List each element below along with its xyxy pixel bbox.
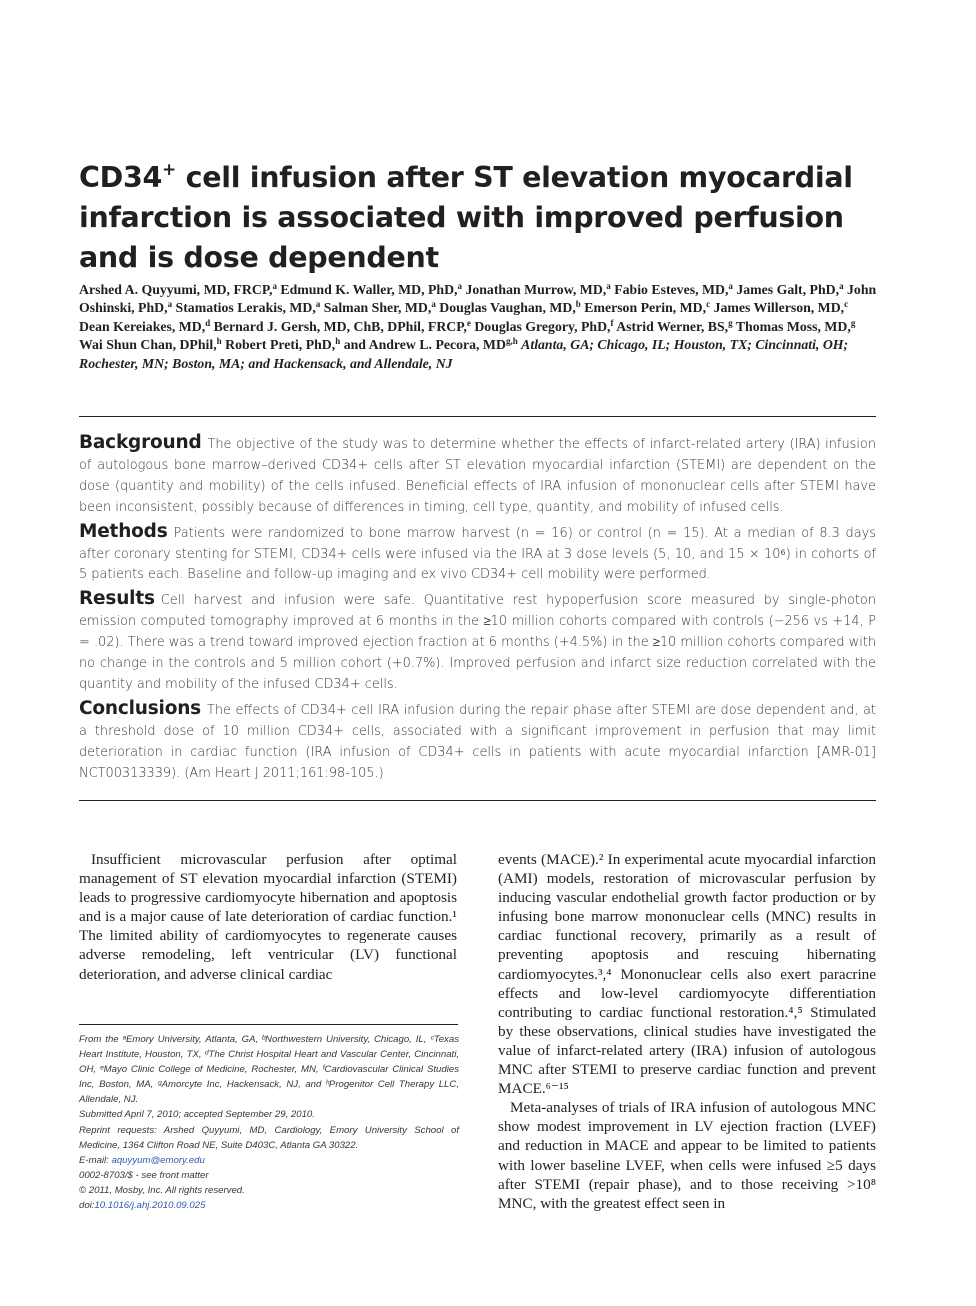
author-list (79, 281, 879, 373)
author-affiliation: a (606, 281, 611, 291)
author-affiliation: e (466, 317, 471, 328)
body-paragraph: events (MACE).² In experimental acute myocardial infarction (AMI) models, restoration of microvascular perfusion by inducing vascular endothelial growth factor production or by infusing bone marrow mononuclear cells (MNC) results in cardiac functional recovery, primarily as a result of preventing apoptosis and rescuing hibernating cardiomyocytes.³,⁴ Mononuclear cells also exert paracrine effects and low-level cardiomyocyte differentiation contributing to cardiac functional restoration.⁴,⁵ Stimulated by these observations, clinical studies have investigated the value of infarct-related artery (IRA) infusion of autologous MNC after STEMI to preserve cardiac function and prevent MACE.⁶⁻¹⁵ (498, 851, 876, 1098)
abstract-methods (79, 522, 876, 587)
body-right-column (498, 850, 876, 1213)
author-name: Douglas Gregory, PhD, (474, 318, 611, 334)
author-affiliation: a (457, 281, 462, 291)
author-name: and Andrew L. Pecora, MD (343, 337, 506, 353)
doi-label: doi: (79, 1200, 95, 1212)
footnote-email (79, 1153, 459, 1168)
author-affiliation: a (315, 299, 321, 310)
abstract-conclusions (79, 699, 876, 785)
author-affiliation: b (575, 299, 581, 310)
abstract (79, 433, 876, 788)
footnote-affiliations: From the ᵃEmory University, Atlanta, GA, ᵇNorthwestern University, Chicago, IL, ᶜTexas Heart Institute, Houston, TX, ᵈThe Christ Hospital Heart and Vascular Center, Cincinnati, OH, ᵉMayo Clinic College of Medicine, Rochester, MN, ᶠCardiovascular Clinical Studies Inc, Boston, MA, ᵍAmorcyte Inc, Hackensack, NJ, and ʰProgenitor Cell Therapy LLC, Allendale, NJ. (79, 1034, 459, 1106)
author-name: James Willerson, MD, (713, 300, 845, 316)
author-name: Edmund K. Waller, MD, PhD, (280, 282, 458, 297)
article-title (79, 158, 889, 278)
author-affiliation: h (335, 336, 341, 347)
doi-link[interactable]: 10.1016/j.ahj.2010.09.025 (94, 1200, 206, 1212)
body-left-column (79, 850, 457, 984)
author-affiliation: g (728, 317, 733, 328)
methods-text: Patients were randomized to bone marrow harvest (n = 16) or control (n = 15). At a median of 8.3 days after coronary stenting for STEMI, CD34+ cells were infused via the IRA at 3 dose levels (5, 10, and 15 × 10⁶) in cohorts of 5 patients each. Baseline and follow-up imaging and ex vivo CD34+ cell mobility were performed. (79, 525, 876, 583)
results-text: Cell harvest and infusion were safe. Quantitative rest hypoperfusion score measured by single-photon emission computed tomography improved at 6 months in the ≥10 million cohorts compared with controls (−256 vs +14, P = .02). There was a trend toward improved ejection fraction at 6 months (+4.5%) in the ≥10 million cohorts compared with no change in the controls and 5 million cohort (+0.7%). Improved perfusion and infarct size reduction correlated with the quantity and mobility of the infused CD34+ cells. (79, 593, 876, 692)
background-text: The objective of the study was to determine whether the effects of infarct-related artery (IRA) infusion of autologous bone marrow–derived CD34+ cells after ST elevation myocardial infarction (STEMI) are dependent on the dose (quantity and mobility) of the cells infused. Beneficial effects of IRA infusion of mononuclear cells after STEMI have been inconsistent, possibly because of differences in timing, cell type, quantity, and mobility of infused cells. (79, 437, 876, 515)
footnote-doi (79, 1198, 459, 1213)
author-affiliation: a (431, 299, 436, 310)
author-affiliation: h (216, 336, 222, 347)
title-superscript: + (162, 160, 176, 180)
abstract-background (79, 433, 876, 519)
author-name: Thomas Moss, MD, (735, 318, 851, 334)
title-part1: CD34 (79, 161, 163, 194)
footnotes (79, 1032, 459, 1213)
author-name: Bernard J. Gersh, MD, ChB, DPhil, FRCP, (213, 318, 467, 334)
body-paragraph: Insufficient microvascular perfusion after optimal management of ST elevation myocardial infarction (STEMI) leads to progressive cardiomyocyte hibernation and apoptosis and is a major cause of late deterioration of cardiac function.¹ The limited ability of cardiomyocytes to regenerate causes adverse remodeling, left ventricular (LV) functional deterioration, and adverse clinical cardiac (79, 851, 457, 983)
author-affiliation: a (272, 281, 277, 291)
author-affiliation: a (728, 281, 733, 291)
author-locations: Atlanta, GA; Chicago, IL; Houston, TX; Cincinnati, OH; Rochester, MN; Boston, MA; and Hackensack, and Allendale, NJ (79, 337, 849, 371)
author-affiliation: g (850, 317, 856, 328)
author-name: Arshed A. Quyyumi, MD, FRCP, (79, 282, 273, 297)
results-heading: Results (79, 588, 155, 610)
email-label: E-mail: (79, 1154, 112, 1166)
author-name: John Oshinski, PhD, (79, 282, 877, 316)
background-heading: Background (79, 432, 202, 453)
footnote-reprint: Reprint requests: Arshed Quyyumi, MD, Cardiology, Emory University School of Medicine, 1364 Clifton Road NE, Suite D403C, Atlanta GA 30322. (79, 1124, 459, 1151)
author-affiliation: c (706, 299, 711, 310)
email-link[interactable]: aquyyum@emory.edu (111, 1154, 205, 1166)
conclusions-text: The effects of CD34+ cell IRA infusion during the repair phase after STEMI are dose dependent and, at a threshold dose of 10 million CD34+ cells, associated with a significant improvement in perfusion that may limit deterioration in cardiac function (IRA infusion of CD34+ cells in patients with acute myocardial infarction [AMR-01] NCT00313339). (Am Heart J 2011;161:98-105.) (79, 702, 876, 781)
conclusions-heading: Conclusions (79, 697, 201, 719)
footnote-submitted: Submitted April 7, 2010; accepted September 29, 2010. (79, 1109, 315, 1121)
author-affiliation: c (844, 299, 849, 310)
author-name: Jonathan Murrow, MD, (465, 282, 607, 297)
author-name: Stamatios Lerakis, MD, (175, 300, 316, 316)
author-name: Astrid Werner, BS, (616, 318, 729, 334)
author-name: Wai Shun Chan, DPhil, (79, 337, 217, 353)
abstract-results (79, 589, 876, 696)
author-affiliation: d (205, 317, 211, 328)
abstract-top-rule (79, 416, 876, 417)
author-name: James Galt, PhD, (736, 282, 840, 297)
author-affiliation: f (610, 317, 614, 328)
body-paragraph: Meta-analyses of trials of IRA infusion of autologous MNC show modest improvement in LV ejection fraction (LVEF) and reduction in MACE and appear to be limited to patients with lower baseline LVEF, when cells were infused ≥5 days after STEMI (repair phase), and to those receiving >10⁸ MNC, with the greatest effect seen in (498, 1099, 876, 1212)
author-affiliation: a (839, 281, 844, 291)
author-name: Salman Sher, MD, (323, 300, 432, 316)
footnote-copyright: © 2011, Mosby, Inc. All rights reserved. (79, 1184, 245, 1196)
title-part2: cell infusion after ST elevation myocardial infarction is associated with improved perfusion and is dose dependent (79, 161, 853, 274)
author-affiliation: g,h (505, 336, 518, 347)
author-name: Emerson Perin, MD, (584, 300, 707, 316)
author-name: Robert Preti, PhD, (225, 337, 336, 353)
abstract-bottom-rule (79, 800, 876, 801)
methods-heading: Methods (79, 520, 168, 542)
footnote-issn: 0002-8703/$ - see front matter (79, 1169, 209, 1181)
author-affiliation: a (167, 299, 173, 310)
footnote-rule (79, 1024, 458, 1025)
author-name: Fabio Esteves, MD, (614, 282, 729, 297)
author-name: Dean Kereiakes, MD, (79, 318, 206, 334)
author-name: Douglas Vaughan, MD, (439, 300, 576, 316)
